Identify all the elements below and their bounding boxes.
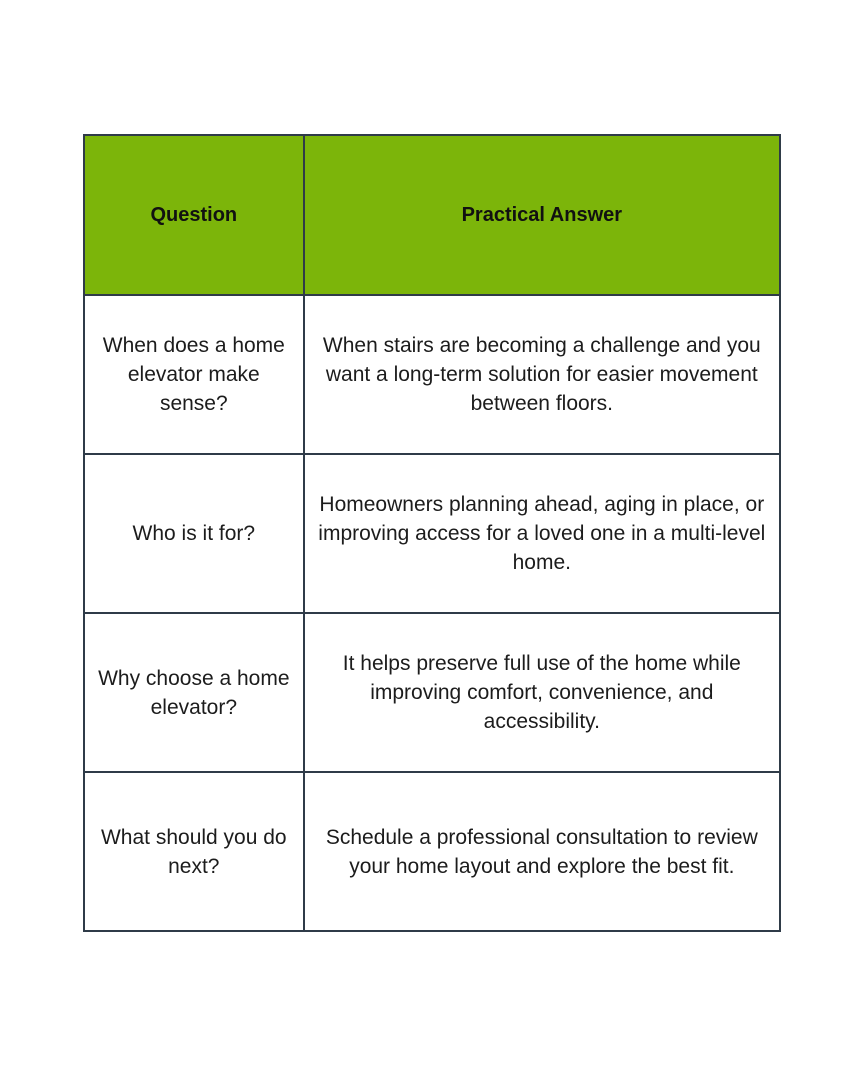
table-header bbox=[84, 135, 780, 295]
table-row bbox=[84, 295, 780, 454]
answer-cell: It helps preserve full use of the home while improving comfort, convenience, and accessibility. bbox=[304, 613, 780, 772]
table-row bbox=[84, 613, 780, 772]
question-cell: What should you do next? bbox=[84, 772, 304, 931]
header-row bbox=[84, 135, 780, 295]
header-question: Question bbox=[84, 135, 304, 295]
table-body bbox=[84, 295, 780, 931]
answer-cell: Schedule a professional consultation to review your home layout and explore the best fit. bbox=[304, 772, 780, 931]
answer-cell: Homeowners planning ahead, aging in place, or improving access for a loved one in a multi-level home. bbox=[304, 454, 780, 613]
question-cell: Why choose a home elevator? bbox=[84, 613, 304, 772]
answer-cell: When stairs are becoming a challenge and you want a long-term solution for easier movement between floors. bbox=[304, 295, 780, 454]
table-row bbox=[84, 772, 780, 931]
question-cell: Who is it for? bbox=[84, 454, 304, 613]
question-cell: When does a home elevator make sense? bbox=[84, 295, 304, 454]
table-row bbox=[84, 454, 780, 613]
faq-table bbox=[83, 134, 781, 932]
header-practical-answer: Practical Answer bbox=[304, 135, 780, 295]
